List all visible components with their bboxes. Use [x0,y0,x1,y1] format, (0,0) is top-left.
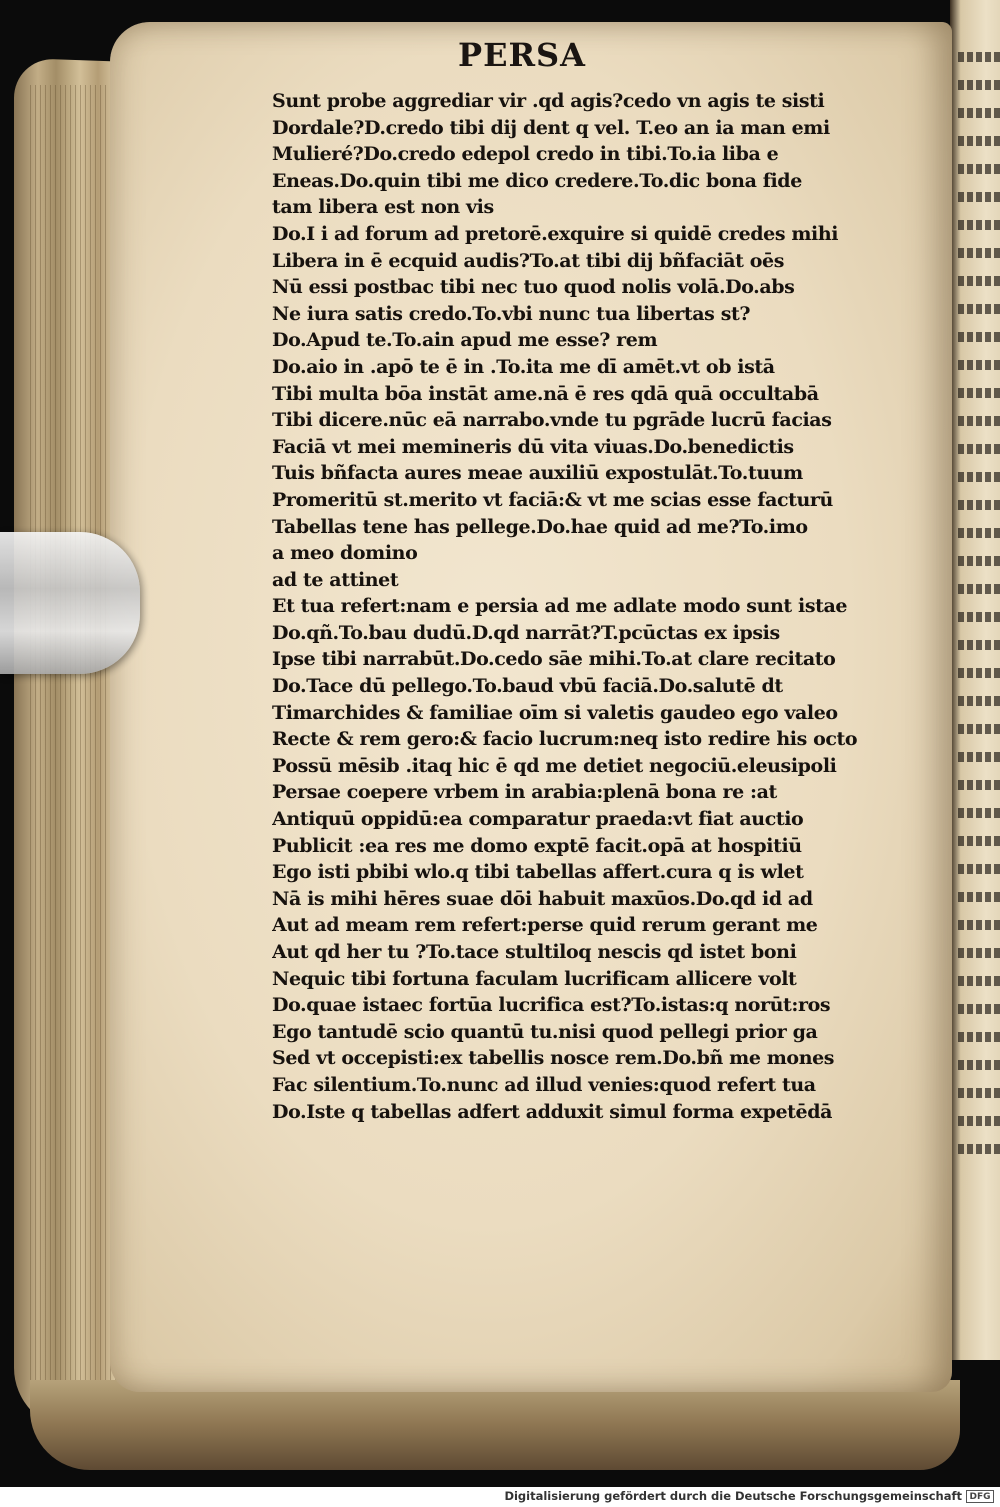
text-line: Do.aio in .apō te ē in .To.ita me dī amēt.vt ob istā [272,355,775,378]
text-line: Do.Tace dū pellego.To.baud vbū faciā.Do.salutē dt [272,675,783,698]
text-line: Do.Iste q tabellas adfert adduxit simul forma expetēdā [272,1100,833,1123]
text-line: Fac silentium.To.nunc ad illud venies:quod refert tua [272,1073,816,1096]
running-head: PERSA [458,36,586,74]
text-line: Possū mēsib .itaq hic ē qd me detiet negociū.eleusipoli [272,754,837,777]
text-line: Mulieré?Do.credo edepol credo in tibi.To.ia liba e [272,143,779,166]
text-line: Libera in ē ecquid audis?To.at tibi dij bñfaciāt oēs [272,249,785,272]
text-line: Et tua refert:nam e persia ad me adlate modo sunt istae [272,595,848,618]
book-binding-bottom [30,1380,960,1470]
text-line: tam libera est non vis [272,196,494,219]
text-line: Promeritū st.merito vt faciā:& vt me scias esse facturū [272,488,833,511]
text-line: Do.quae istaec fortūa lucrifica est?To.istas:q norūt:ros [272,994,831,1017]
text-line: Ego isti pbibi wlo.q tibi tabellas affert.cura q is wlet [272,861,804,884]
text-line: Eneas.Do.quin tibi me dico credere.To.dic bona fide [272,169,802,192]
text-line: Ipse tibi narrabūt.Do.cedo sāe mihi.To.at clare recitato [272,648,836,671]
text-line: Faciā vt mei memineris dū vita viuas.Do.benedictis [272,435,794,458]
dfg-logo: DFG [966,1490,994,1503]
text-line: a meo domino [272,542,418,565]
text-line: Ego tantudē scio quantū tu.nisi quod pellegi prior ga [272,1020,818,1043]
text-line: Tibi multa bōa instāt ame.nā ē res qdā quā occultabā [272,382,819,405]
page-clamp [0,532,140,674]
text-block [272,88,857,1125]
text-line: Nū essi postbac tibi nec tuo quod nolis volā.Do.abs [272,276,795,299]
facing-page-text-fragment [958,40,1000,1170]
footer-bar [0,1487,1000,1507]
text-line: Do.qñ.To.bau dudū.D.qd narrāt?T.pcūctas ex ipsis [272,621,780,644]
text-line: Ne iura satis credo.To.vbi nunc tua libertas st? [272,302,751,325]
text-line: Sunt probe aggrediar vir .qd agis?cedo vn agis te sisti [272,90,825,112]
text-line: Recte & rem gero:& facio lucrum:neq isto redire his octo [272,728,857,751]
text-line: Tibi dicere.nūc eā narrabo.vnde tu pgrāde lucrū facias [272,409,832,432]
text-line: Do.Apud te.To.ain apud me esse? rem [272,329,658,352]
text-line: Tuis bñfacta aures meae auxiliū expostulāt.To.tuum [272,462,803,485]
text-line: Aut qd her tu ?To.tace stultiloq nescis qd istet boni [272,941,797,963]
text-line: ad te attinet [272,568,399,591]
text-line: Do.I i ad forum ad pretorē.exquire si quidē credes mihi [272,222,839,245]
text-line: Nā is mihi hēres suae dōi habuit maxūos.Do.qd id ad [272,887,813,910]
text-line: Tabellas tene has pellege.Do.hae quid ad me?To.imo [272,515,808,538]
text-line: Aut ad meam rem refert:perse quid rerum gerant me [272,914,818,937]
footer-credit: Digitalisierung gefördert durch die Deutsche Forschungsgemeinschaft [504,1489,962,1503]
text-line: Persae coepere vrbem in arabia:plenā bona re :at [272,781,777,804]
text-line: Antiquū oppidū:ea comparatur praeda:vt fiat auctio [272,808,804,831]
text-line: Sed vt occepisti:ex tabellis nosce rem.Do.bñ me mones [272,1047,835,1070]
text-line: Dordale?D.credo tibi dij dent q vel. T.eo an ia man emi [272,116,830,139]
text-line: Publicit :ea res me domo exptē facit.opā at hospitiū [272,834,802,857]
text-line: Nequic tibi fortuna faculam lucrificam allicere volt [272,967,797,990]
text-line: Timarchides & familiae oīm si valetis gaudeo ego valeo [272,701,838,724]
